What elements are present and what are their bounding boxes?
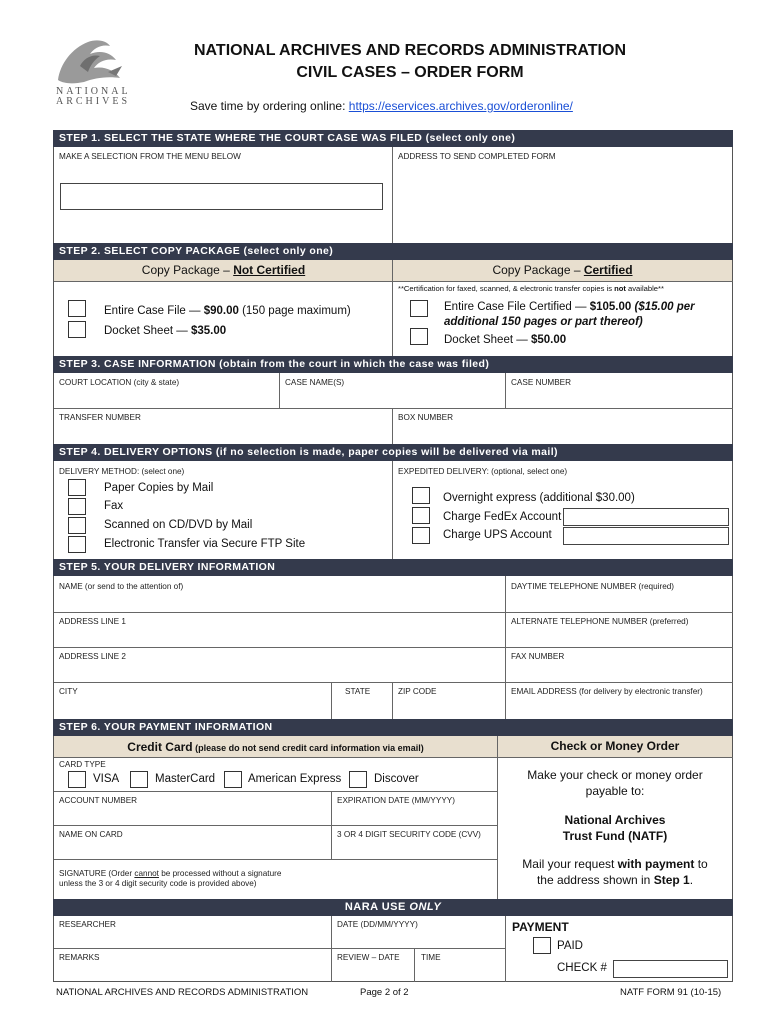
fax-number-label: FAX NUMBER <box>511 652 565 661</box>
account-number-label: ACCOUNT NUMBER <box>59 796 138 805</box>
alternate-phone-label: ALTERNATE TELEPHONE NUMBER (preferred) <box>511 617 689 626</box>
discover-label: Discover <box>374 773 419 785</box>
electronic-transfer-option: Electronic Transfer via Secure FTP Site <box>104 538 306 550</box>
form-subtitle: CIVIL CASES – ORDER FORM <box>296 64 524 81</box>
zip-code-label: ZIP CODE <box>398 687 437 696</box>
nara-use-only-bar: NARA USE ONLY <box>53 899 733 916</box>
transfer-number-label: TRANSFER NUMBER <box>59 413 141 422</box>
address-line1-label: ADDRESS LINE 1 <box>59 617 126 626</box>
mastercard-checkbox[interactable] <box>130 771 148 788</box>
footer-page-number: Page 2 of 2 <box>360 987 409 998</box>
step1-right-label: ADDRESS TO SEND COMPLETED FORM <box>398 152 556 161</box>
time-label: TIME <box>421 953 441 962</box>
paper-copies-checkbox[interactable] <box>68 479 86 496</box>
amex-label: American Express <box>248 773 342 785</box>
city-label: CITY <box>59 687 78 696</box>
online-prefix: Save time by ordering online: <box>190 99 349 113</box>
fedex-account-input[interactable] <box>563 508 729 526</box>
step4-bar: STEP 4. DELIVERY OPTIONS (if no selection is made, paper copies will be delivered via mail) <box>53 444 733 461</box>
visa-checkbox[interactable] <box>68 771 86 788</box>
nara-date-label: DATE (DD/MM/YYYY) <box>337 920 418 929</box>
fedex-option: Charge FedEx Account <box>443 511 562 523</box>
visa-label: VISA <box>93 773 120 785</box>
docket-sheet-certified-checkbox[interactable] <box>410 328 428 345</box>
scanned-cd-option: Scanned on CD/DVD by Mail <box>104 519 253 531</box>
cvv-label: 3 OR 4 DIGIT SECURITY CODE (CVV) <box>337 830 481 839</box>
researcher-label: RESEARCHER <box>59 920 116 929</box>
step5-bar: STEP 5. YOUR DELIVERY INFORMATION <box>53 559 733 576</box>
check-money-order-heading: Check or Money Order <box>498 736 732 757</box>
fax-checkbox[interactable] <box>68 498 86 515</box>
docket-sheet-checkbox[interactable] <box>68 321 86 338</box>
natf-payee: National Archives Trust Fund (NATF) <box>562 813 668 843</box>
logo-text-line1: NATIONAL <box>56 86 131 97</box>
entire-case-file-certified-option: Entire Case File Certified — $105.00 ($15.00 per <box>444 301 695 313</box>
review-date-label: REVIEW – DATE <box>337 953 400 962</box>
footer-agency: NATIONAL ARCHIVES AND RECORDS ADMINISTRATION <box>56 987 309 998</box>
fax-option: Fax <box>104 500 124 512</box>
online-order-link[interactable]: https://eservices.archives.gov/orderonline/ <box>348 99 573 113</box>
name-on-card-label: NAME ON CARD <box>59 830 123 839</box>
credit-card-heading: Credit Card (please do not send credit card information via email) <box>54 736 497 757</box>
daytime-phone-label: DAYTIME TELEPHONE NUMBER (required) <box>511 582 675 591</box>
paid-checkbox[interactable] <box>533 937 551 954</box>
payment-label: PAYMENT <box>512 920 569 934</box>
online-order-line <box>190 99 670 113</box>
state-select[interactable] <box>60 183 383 210</box>
certified-additional-pages: additional 150 pages or part thereof) <box>444 316 643 328</box>
docket-sheet-certified-option: Docket Sheet — $50.00 <box>444 334 567 346</box>
ups-checkbox[interactable] <box>412 527 430 544</box>
address-line2-label: ADDRESS LINE 2 <box>59 652 126 661</box>
step2-bar: STEP 2. SELECT COPY PACKAGE (select only one) <box>53 243 733 260</box>
overnight-express-checkbox[interactable] <box>412 487 430 504</box>
signature-label: SIGNATURE (Order cannot be processed without a signature <box>59 869 282 878</box>
amex-checkbox[interactable] <box>224 771 242 788</box>
name-label: NAME (or send to the attention of) <box>59 582 184 591</box>
entire-case-file-option: Entire Case File — $90.00 (150 page maximum) <box>104 305 351 317</box>
check-number-label: CHECK # <box>557 962 607 974</box>
docket-sheet-option: Docket Sheet — $35.00 <box>104 325 227 337</box>
eagle-logo-icon <box>50 36 130 86</box>
check-number-input[interactable] <box>613 960 728 978</box>
logo-text-line2: ARCHIVES <box>56 96 131 107</box>
step6-bar: STEP 6. YOUR PAYMENT INFORMATION <box>53 719 733 736</box>
state-label: STATE <box>345 687 371 696</box>
remarks-label: REMARKS <box>59 953 100 962</box>
discover-checkbox[interactable] <box>349 771 367 788</box>
case-names-label: CASE NAME(S) <box>285 378 345 387</box>
not-certified-heading: Copy Package – Not Certified <box>54 260 393 281</box>
court-location-label: COURT LOCATION (city & state) <box>59 378 180 387</box>
electronic-transfer-checkbox[interactable] <box>68 536 86 553</box>
overnight-express-option: Overnight express (additional $30.00) <box>443 492 635 504</box>
delivery-method-label: DELIVERY METHOD: (select one) <box>59 467 185 476</box>
case-number-label: CASE NUMBER <box>511 378 572 387</box>
fedex-checkbox[interactable] <box>412 507 430 524</box>
email-label: EMAIL ADDRESS (for delivery by electronic transfer) <box>511 687 703 696</box>
paid-label: PAID <box>557 940 583 952</box>
national-archives-logo <box>50 36 130 112</box>
certification-note: **Certification for faxed, scanned, & electronic transfer copies is not available** <box>398 284 664 293</box>
box-number-label: BOX NUMBER <box>398 413 454 422</box>
expedited-delivery-label: EXPEDITED DELIVERY: (optional, select one) <box>398 467 568 476</box>
footer-form-number: NATF FORM 91 (10-15) <box>620 987 722 998</box>
mastercard-label: MasterCard <box>155 773 216 785</box>
entire-case-file-certified-checkbox[interactable] <box>410 300 428 317</box>
scanned-cd-checkbox[interactable] <box>68 517 86 534</box>
step3-bar: STEP 3. CASE INFORMATION (obtain from the court in which the case was filed) <box>53 356 733 373</box>
form-title: NATIONAL ARCHIVES AND RECORDS ADMINISTRATION <box>194 42 626 59</box>
payable-to-text: Make your check or money order payable to: <box>527 768 703 798</box>
step1-left-label: MAKE A SELECTION FROM THE MENU BELOW <box>59 152 241 161</box>
paper-copies-option: Paper Copies by Mail <box>104 482 214 494</box>
step1-bar: STEP 1. SELECT THE STATE WHERE THE COURT CASE WAS FILED (select only one) <box>53 130 733 147</box>
entire-case-file-checkbox[interactable] <box>68 300 86 317</box>
signature-note: unless the 3 or 4 digit security code is provided above) <box>59 879 257 888</box>
ups-option: Charge UPS Account <box>443 529 552 541</box>
card-type-label: CARD TYPE <box>59 760 106 769</box>
mail-instructions: Mail your request with payment to the address shown in Step 1. <box>522 857 708 887</box>
ups-account-input[interactable] <box>563 527 729 545</box>
certified-heading: Copy Package – Certified <box>393 260 732 281</box>
expiration-date-label: EXPIRATION DATE (MM/YYYY) <box>337 796 455 805</box>
